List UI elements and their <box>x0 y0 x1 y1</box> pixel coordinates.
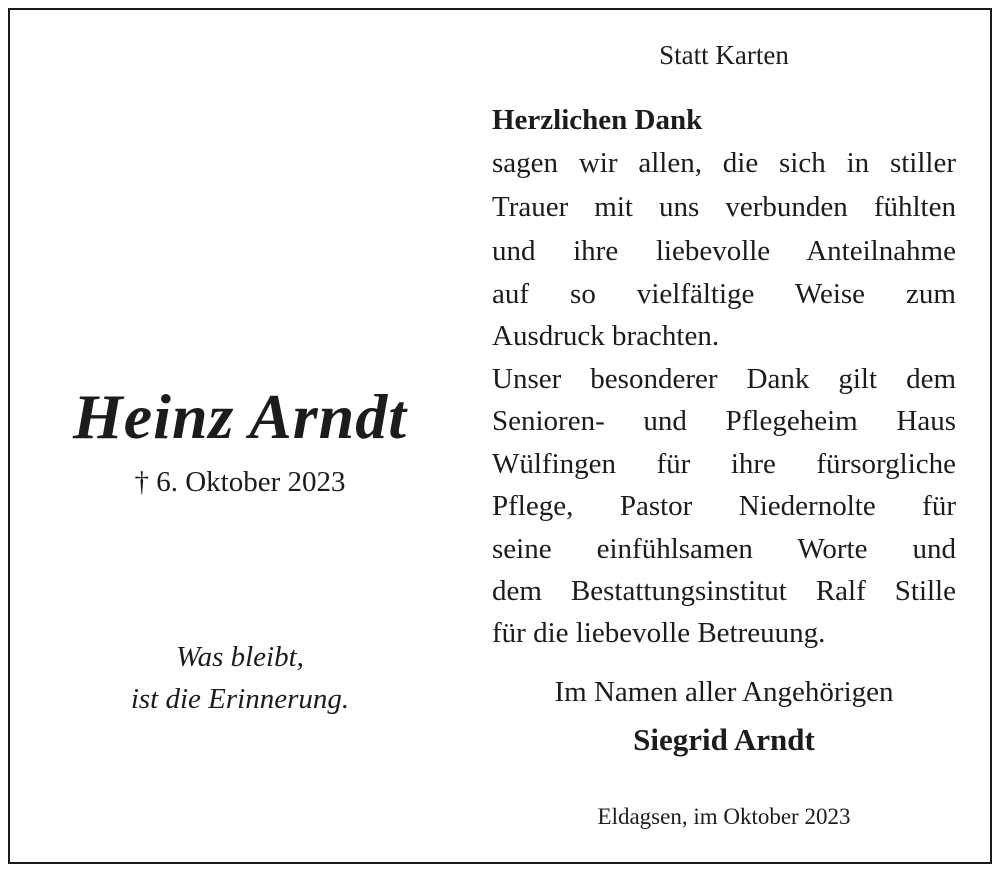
death-date: † 6. Oktober 2023 <box>134 466 346 498</box>
place-date: Eldagsen, im Oktober 2023 <box>597 804 851 829</box>
motto <box>30 636 450 720</box>
sign-intro: Im Namen aller Angehörigen <box>554 676 894 708</box>
signer-name: Siegrid Arndt <box>633 722 815 757</box>
deceased-name: Heinz Arndt <box>72 381 408 452</box>
text-line-10: seine einfühlsamen Worte und <box>492 533 956 565</box>
text-line-1: sagen wir allen, die sich in stiller <box>492 147 956 179</box>
thanks-heading: Herzlichen Dank <box>492 104 703 136</box>
text-line-8: Wülfingen für ihre fürsorgliche <box>492 448 956 480</box>
text-line-2: Trauer mit uns verbunden fühlten <box>492 191 956 223</box>
text-line-4: auf so vielfältige Weise zum <box>492 278 956 310</box>
text-line-6: Unser besonderer Dank gilt dem <box>492 363 956 395</box>
text-line-9: Pflege, Pastor Niedernolte für <box>492 490 956 522</box>
motto-line-1: Was bleibt, <box>176 641 304 673</box>
text-line-12: für die liebevolle Betreuung. <box>492 617 826 649</box>
text-line-5: Ausdruck brachten. <box>492 320 720 352</box>
text-line-3: und ihre liebevolle Anteilnahme <box>492 235 956 267</box>
text-line-11: dem Bestattungsinstitut Ralf Stille <box>492 575 956 607</box>
header-statt-karten: Statt Karten <box>659 40 789 70</box>
motto-line-2: ist die Erinnerung. <box>130 683 350 715</box>
text-line-7: Senioren- und Pflegeheim Haus <box>492 405 956 437</box>
